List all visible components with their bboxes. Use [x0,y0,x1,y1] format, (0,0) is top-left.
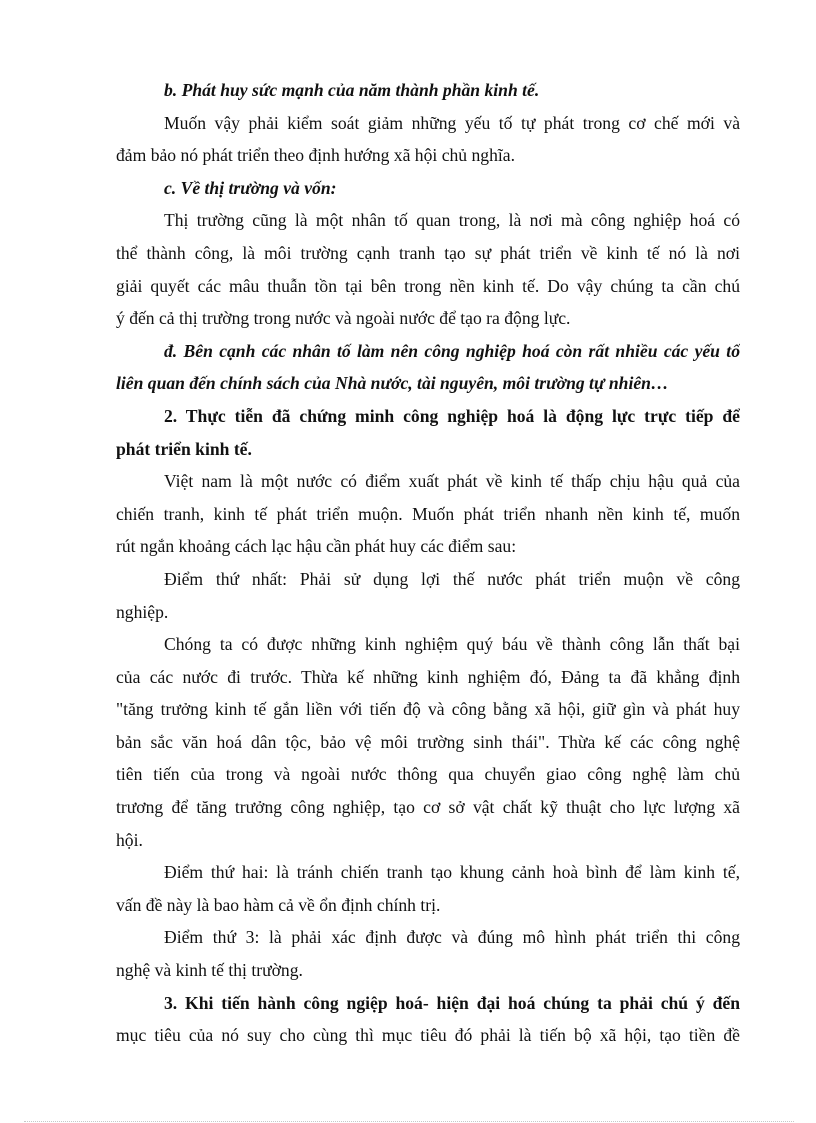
text-line: tiên tiến của trong và ngoài nước thông qua chuyển giao công nghệ làm chủ [116,764,740,785]
text-line: 3. Khi tiến hành công ngiệp hoá- hiện đại hoá chúng ta phải chú ý đến [164,992,740,1013]
text-line: nghiệp. [116,601,169,622]
text-line: giải quyết các mâu thuẫn tồn tại bên trong nền kinh tế. Do vậy chúng ta cần chú [116,275,740,296]
text-line: Muốn vậy phải kiểm soát giảm những yếu tố tự phát trong cơ chế mới và [164,112,740,133]
text-line: ý đến cả thị trường trong nước và ngoài nước để tạo ra động lực. [116,308,571,329]
document-body [116,74,740,1052]
text-line: Việt nam là một nước có điểm xuất phát về kinh tế thấp chịu hậu quả của [164,471,740,492]
text-line: "tăng trưởng kinh tế gắn liền với tiến độ và công bằng xã hội, giữ gìn và phát huy [116,699,740,720]
text-line: bản sắc văn hoá dân tộc, bảo vệ môi trường sinh thái". Thừa kế các công nghệ [116,731,740,752]
text-line: Thị trường cũng là một nhân tố quan trong, là nơi mà công nghiệp hoá có [164,210,740,231]
text-line: b. Phát huy sức mạnh của năm thành phần kinh tế. [164,80,540,100]
text-line: chiến tranh, kinh tế phát triển muộn. Muốn phát triển nhanh nền kinh tế, muốn [116,503,740,524]
text-line: đảm bảo nó phát triển theo định hướng xã hội chủ nghĩa. [116,145,515,166]
text-line: nghệ và kinh tế thị trường. [116,960,303,981]
text-line: trương để tăng trưởng công nghiệp, tạo cơ sở vật chất kỹ thuật cho lực lượng xã [116,797,740,818]
text-line: mục tiêu của nó suy cho cùng thì mục tiêu đó phải là tiến bộ xã hội, tạo tiền đề [116,1025,740,1046]
text-line: c. Về thị trường và vốn: [164,177,337,198]
text-line: vấn đề này là bao hàm cả về ổn định chính trị. [116,894,441,915]
text-line: Chóng ta có được những kinh nghiệm quý báu về thành công lẫn thất bại [164,634,740,655]
text-line: Điểm thứ 3: là phải xác định được và đúng mô hình phát triển thi công [164,927,740,948]
text-line: 2. Thực tiễn đã chứng minh công nghiệp hoá là động lực trực tiếp để [164,405,740,426]
text-line: phát triển kinh tế. [116,438,252,459]
text-line: Điểm thứ hai: là tránh chiến tranh tạo khung cảnh hoà bình để làm kinh tế, [164,862,740,883]
text-line: của các nước đi trước. Thừa kế những kinh nghiệm đó, Đảng ta đã khẳng định [116,666,740,687]
text-line: đ. Bên cạnh các nhân tố làm nên công nghiệp hoá còn rất nhiều các yếu tố [164,340,740,361]
text-line: liên quan đến chính sách của Nhà nước, tài nguyên, môi trường tự nhiên… [116,373,669,394]
text-line: Điểm thứ nhất: Phải sử dụng lợi thế nước phát triển muộn về công [164,568,740,589]
text-line: thể thành công, là môi trường cạnh tranh tạo sự phát triển về kinh tế nó là nơi [116,242,740,263]
text-line: hội. [116,829,143,850]
page-bottom-divider [24,1121,794,1122]
text-line: rút ngắn khoảng cách lạc hậu cần phát huy các điểm sau: [116,536,517,557]
